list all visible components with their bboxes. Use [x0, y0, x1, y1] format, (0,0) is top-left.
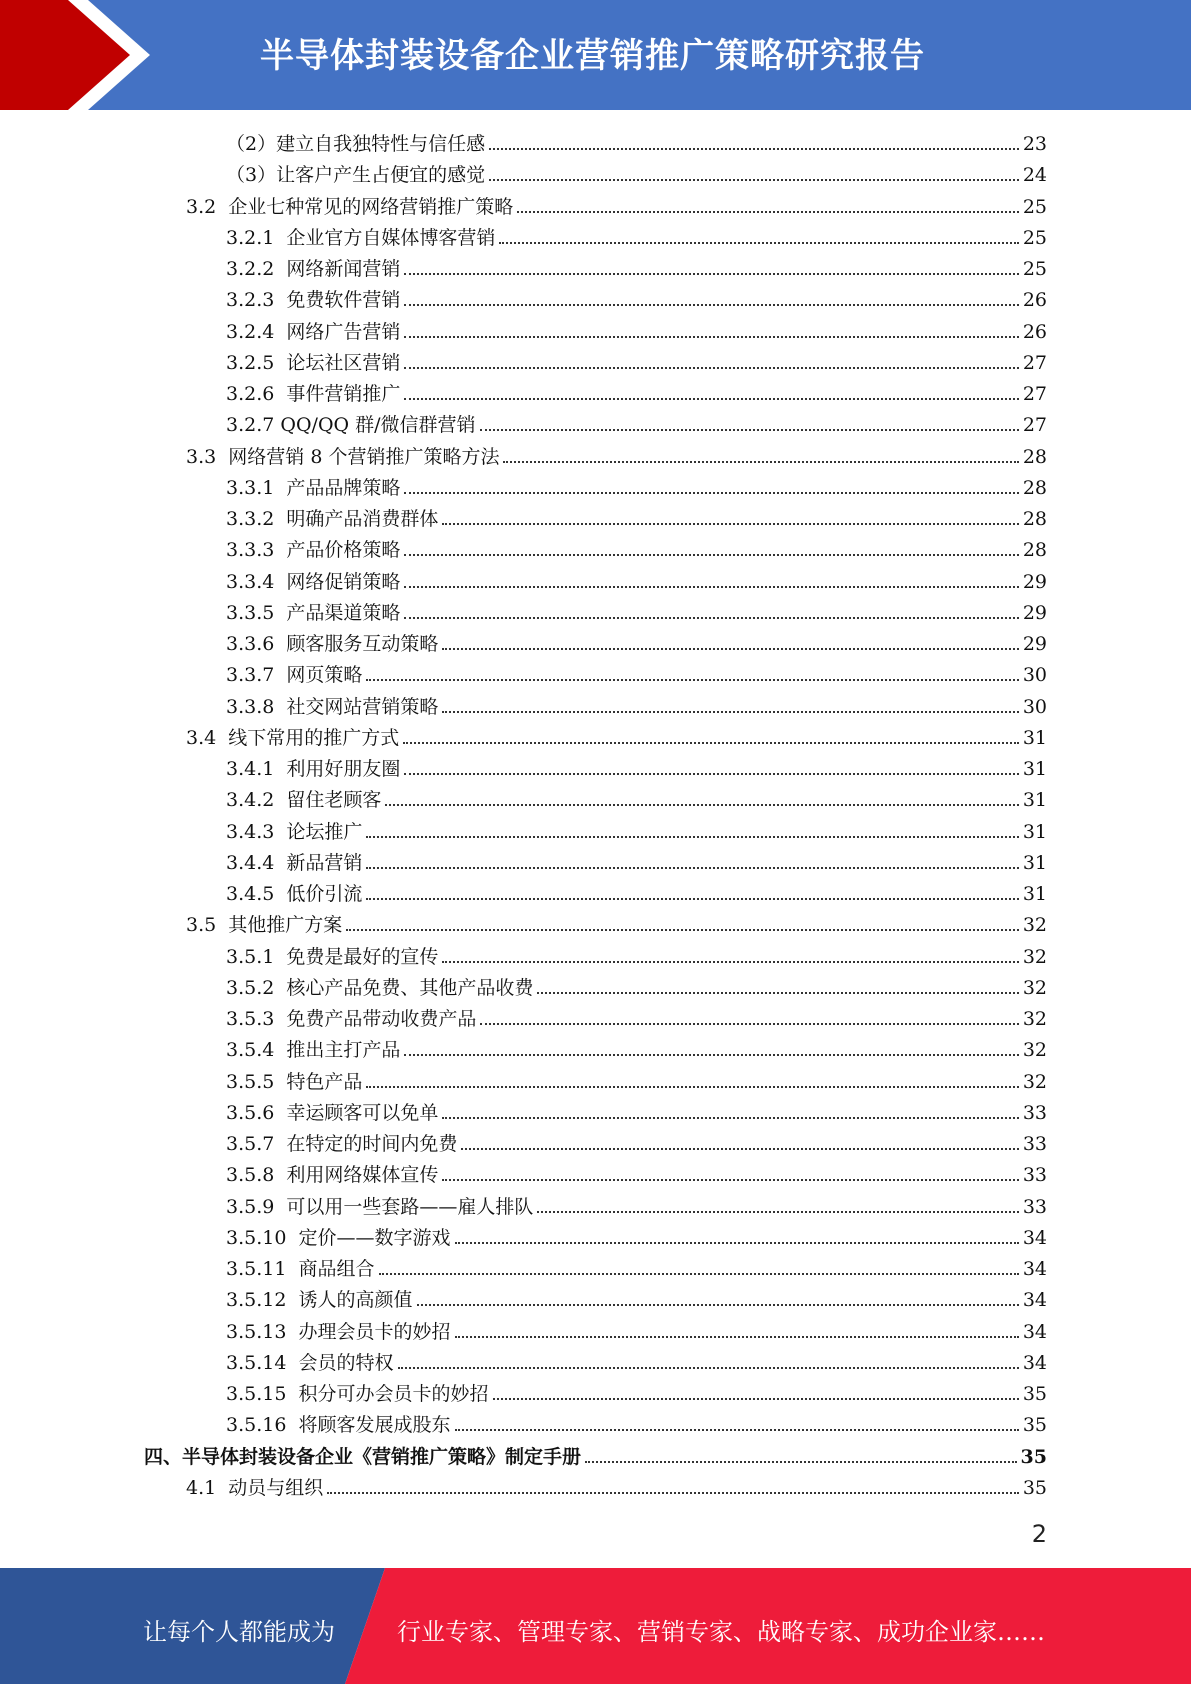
toc-entry-label: 3.4.1 利用好朋友圈	[226, 758, 401, 780]
toc-entry[interactable]	[226, 472, 1047, 500]
page-header	[0, 0, 1191, 110]
toc-entry-label: 3.4.4 新品营销	[226, 851, 363, 874]
toc-entry-label: 3.5.1 免费是最好的宣传	[226, 945, 439, 968]
toc-entry-page: 32	[1022, 976, 1047, 999]
toc-leader-dots	[404, 273, 1018, 275]
toc-entry-page: 31	[1022, 883, 1047, 905]
toc-entry-label: 3.3.4 网络促销策略	[226, 570, 401, 593]
toc-leader-dots	[404, 492, 1018, 494]
toc-entry[interactable]	[226, 222, 1047, 250]
toc-entry[interactable]	[226, 1128, 1047, 1156]
toc-leader-dots	[442, 711, 1018, 713]
toc-entry-page: 25	[1022, 258, 1047, 280]
toc-entry-label: 3.3.2 明确产品消费群体	[226, 508, 439, 530]
toc-entry[interactable]	[226, 1097, 1047, 1125]
page-number: 2	[1031, 1520, 1047, 1548]
toc-entry-page: 32	[1022, 1070, 1047, 1093]
toc-entry-label: 3.3.8 社交网站营销策略	[226, 695, 439, 718]
toc-leader-dots	[366, 898, 1018, 900]
toc-entry[interactable]	[226, 1409, 1047, 1437]
toc-leader-dots	[404, 398, 1018, 400]
toc-entry-label: 3.3.7 网页策略	[226, 664, 363, 687]
toc-entry[interactable]	[226, 816, 1047, 844]
toc-entry[interactable]	[226, 941, 1047, 969]
toc-entry-label: 3.5.11 商品组合	[226, 1258, 375, 1280]
toc-leader-dots	[442, 961, 1018, 963]
toc-entry[interactable]	[226, 534, 1047, 562]
toc-entry[interactable]	[226, 1378, 1047, 1406]
toc-entry-label: （2）建立自我独特性与信任感	[226, 133, 486, 155]
toc-leader-dots	[442, 1117, 1018, 1119]
toc-entry-label: 3.5.4 推出主打产品	[226, 1039, 401, 1062]
toc-entry-page: 30	[1022, 695, 1047, 718]
toc-entry-page: 32	[1022, 1039, 1047, 1062]
toc-entry-page: 34	[1022, 1226, 1047, 1249]
toc-entry[interactable]	[226, 1066, 1047, 1094]
toc-entry-label: 3.4.3 论坛推广	[226, 820, 363, 843]
toc-entry[interactable]	[226, 691, 1047, 719]
toc-entry-page: 31	[1022, 726, 1047, 749]
toc-entry-label: 3.5.7 在特定的时间内免费	[226, 1133, 458, 1155]
toc-entry[interactable]	[226, 253, 1047, 281]
toc-entry[interactable]	[226, 159, 1047, 187]
toc-entry-page: 28	[1022, 445, 1047, 468]
toc-entry[interactable]	[226, 1253, 1047, 1281]
toc-entry[interactable]	[226, 409, 1047, 437]
toc-entry-label: 3.5.14 会员的特权	[226, 1351, 394, 1374]
toc-entry-page: 35	[1022, 1414, 1047, 1437]
toc-entry-label: 3.5.8 利用网络媒体宣传	[226, 1164, 439, 1187]
toc-entry-page: 34	[1022, 1351, 1047, 1374]
toc-entry-label: 3.2 企业七种常见的网络营销推广策略	[186, 195, 514, 218]
toc-leader-dots	[366, 867, 1018, 869]
toc-entry-label: 3.3.3 产品价格策略	[226, 539, 401, 562]
toc-entry-label: 3.5.9 可以用一些套路——雇人排队	[226, 1195, 534, 1218]
toc-entry-page: 25	[1022, 195, 1047, 218]
toc-leader-dots	[489, 148, 1019, 150]
toc-leader-dots	[442, 648, 1018, 650]
toc-entry[interactable]	[226, 378, 1047, 406]
toc-entry[interactable]	[226, 972, 1047, 1000]
toc-entry-page: 26	[1022, 320, 1047, 343]
toc-entry-page: 31	[1022, 851, 1047, 874]
toc-entry-page: 31	[1022, 820, 1047, 843]
toc-entry-page: 28	[1022, 476, 1047, 499]
toc-entry-label: 3.5.16 将顾客发展成股东	[226, 1414, 451, 1437]
toc-leader-dots	[366, 1086, 1018, 1088]
toc-entry[interactable]	[226, 1222, 1047, 1250]
toc-leader-dots	[366, 836, 1018, 838]
toc-leader-dots	[327, 1492, 1019, 1494]
toc-entry[interactable]	[226, 1003, 1047, 1031]
toc-entry-page: 33	[1022, 1133, 1047, 1155]
toc-entry[interactable]	[226, 784, 1047, 812]
toc-entry-page: 29	[1022, 633, 1047, 655]
toc-entry-label: 3.2.5 论坛社区营销	[226, 351, 401, 374]
toc-leader-dots	[480, 1023, 1018, 1025]
toc-leader-dots	[417, 1304, 1019, 1306]
page-footer	[0, 1568, 1191, 1684]
toc-entry-label: 3.5.10 定价——数字游戏	[226, 1226, 451, 1249]
toc-leader-dots	[442, 1179, 1018, 1181]
toc-leader-dots	[404, 586, 1018, 588]
toc-entry-label: 四、半导体封装设备企业《营销推广策略》制定手册	[144, 1445, 582, 1468]
toc-entry-page: 25	[1022, 226, 1047, 249]
toc-entry[interactable]	[226, 659, 1047, 687]
toc-entry-label: （3）让客户产生占便宜的感觉	[226, 164, 486, 187]
toc-leader-dots	[404, 1054, 1018, 1056]
toc-entry[interactable]	[226, 597, 1047, 625]
toc-leader-dots	[346, 929, 1019, 931]
toc-entry[interactable]	[226, 128, 1047, 156]
toc-entry[interactable]	[226, 628, 1047, 656]
toc-entry-page: 29	[1022, 570, 1047, 593]
toc-entry[interactable]	[186, 1472, 1047, 1500]
toc-entry-page: 30	[1022, 664, 1047, 687]
toc-leader-dots	[517, 211, 1019, 213]
toc-leader-dots	[404, 773, 1018, 775]
toc-leader-dots	[480, 429, 1019, 431]
toc-entry-page: 32	[1022, 914, 1047, 937]
toc-leader-dots	[379, 1273, 1019, 1275]
toc-entry[interactable]	[226, 1159, 1047, 1187]
toc-entry[interactable]	[226, 284, 1047, 312]
toc-leader-dots	[385, 804, 1018, 806]
toc-entry[interactable]	[226, 1347, 1047, 1375]
toc-entry-label: 3.2.7 QQ/QQ 群/微信群营销	[226, 414, 476, 437]
toc-leader-dots	[404, 367, 1018, 369]
toc-entry-page: 31	[1022, 789, 1047, 812]
toc-entry-label: 3.4.2 留住老顾客	[226, 789, 382, 812]
toc-entry-label: 3.2.1 企业官方自媒体博客营销	[226, 226, 496, 249]
toc-entry[interactable]	[226, 1284, 1047, 1312]
toc-leader-dots	[537, 1211, 1018, 1213]
toc-entry-label: 3.3 网络营销 8 个营销推广策略方法	[186, 445, 500, 468]
toc-entry-page: 32	[1022, 1008, 1047, 1030]
toc-leader-dots	[455, 1429, 1019, 1431]
toc-entry-page: 27	[1022, 351, 1047, 374]
toc-entry-label: 3.3.5 产品渠道策略	[226, 601, 401, 624]
toc-entry[interactable]	[226, 1034, 1047, 1062]
toc-entry-label: 3.2.4 网络广告营销	[226, 320, 401, 343]
toc-leader-dots	[398, 1367, 1019, 1369]
toc-leader-dots	[404, 554, 1018, 556]
toc-entry-page: 28	[1022, 539, 1047, 562]
toc-entry-page: 34	[1022, 1258, 1047, 1280]
toc-entry[interactable]	[186, 909, 1047, 937]
toc-leader-dots	[493, 1398, 1019, 1400]
toc-entry[interactable]	[144, 1441, 1047, 1469]
toc-entry-page: 29	[1022, 601, 1047, 624]
toc-entry-page: 24	[1022, 164, 1047, 187]
toc-leader-dots	[404, 617, 1018, 619]
toc-leader-dots	[442, 523, 1018, 525]
toc-entry-page: 23	[1022, 133, 1047, 155]
toc-leader-dots	[503, 461, 1018, 463]
toc-entry[interactable]	[226, 753, 1047, 781]
toc-entry-label: 3.5.6 幸运顾客可以免单	[226, 1101, 439, 1124]
toc-leader-dots	[537, 992, 1018, 994]
toc-entry[interactable]	[226, 347, 1047, 375]
footer-slogan-left: 让每个人都能成为	[143, 1618, 335, 1646]
toc-entry[interactable]	[226, 566, 1047, 594]
toc-entry[interactable]	[186, 191, 1047, 219]
toc-entry-label: 3.5.13 办理会员卡的妙招	[226, 1320, 451, 1343]
toc-leader-dots	[585, 1461, 1017, 1463]
toc-entry[interactable]	[186, 722, 1047, 750]
toc-entry-label: 3.4 线下常用的推广方式	[186, 726, 400, 749]
toc-entry-label: 3.2.2 网络新闻营销	[226, 258, 401, 280]
toc-entry-page: 32	[1022, 945, 1047, 968]
toc-entry-page: 27	[1022, 414, 1047, 437]
toc-entry-page: 34	[1022, 1320, 1047, 1343]
toc-entry-page: 28	[1022, 508, 1047, 530]
toc-entry-page: 26	[1022, 289, 1047, 312]
toc-entry-page: 35	[1022, 1476, 1047, 1499]
toc-leader-dots	[499, 242, 1018, 244]
toc-entry[interactable]	[226, 878, 1047, 906]
toc-entry-page: 35	[1020, 1445, 1047, 1468]
toc-entry[interactable]	[226, 1191, 1047, 1219]
toc-entry[interactable]	[226, 503, 1047, 531]
toc-entry[interactable]	[226, 316, 1047, 344]
toc-entry-page: 33	[1022, 1164, 1047, 1187]
toc-leader-dots	[366, 679, 1018, 681]
toc-entry-label: 3.3.1 产品品牌策略	[226, 476, 401, 499]
toc-entry-label: 4.1 动员与组织	[186, 1476, 324, 1499]
toc-entry-label: 3.2.6 事件营销推广	[226, 383, 401, 405]
toc-entry-label: 3.5.12 诱人的高颜值	[226, 1289, 413, 1312]
toc-entry-page: 33	[1022, 1195, 1047, 1218]
toc-entry[interactable]	[226, 847, 1047, 875]
footer-slogan-right: 行业专家、管理专家、营销专家、战略专家、成功企业家……	[397, 1618, 1045, 1646]
toc-entry-page: 27	[1022, 383, 1047, 405]
toc-entry-label: 3.5.15 积分可办会员卡的妙招	[226, 1383, 489, 1405]
toc-leader-dots	[404, 304, 1018, 306]
toc-entry-page: 34	[1022, 1289, 1047, 1312]
toc-entry-label: 3.5.2 核心产品免费、其他产品收费	[226, 976, 534, 999]
toc-leader-dots	[489, 179, 1019, 181]
toc-leader-dots	[455, 1336, 1019, 1338]
toc-leader-dots	[455, 1242, 1019, 1244]
toc-entry[interactable]	[226, 1316, 1047, 1344]
toc-entry-page: 31	[1022, 758, 1047, 780]
toc-entry-label: 3.2.3 免费软件营销	[226, 289, 401, 312]
toc-entry-page: 33	[1022, 1101, 1047, 1124]
toc-entry-label: 3.4.5 低价引流	[226, 883, 363, 905]
toc-entry-label: 3.5.3 免费产品带动收费产品	[226, 1008, 477, 1030]
toc-leader-dots	[461, 1148, 1018, 1150]
toc-leader-dots	[403, 742, 1019, 744]
toc-entry-label: 3.5.5 特色产品	[226, 1070, 363, 1093]
toc-entry-page: 35	[1022, 1383, 1047, 1405]
header-title: 半导体封装设备企业营销推广策略研究报告	[260, 36, 925, 76]
toc-leader-dots	[404, 336, 1018, 338]
header-arrow-icon	[0, 0, 160, 110]
toc-entry-label: 3.5 其他推广方案	[186, 914, 343, 937]
toc-entry[interactable]	[186, 441, 1047, 469]
toc-entry-label: 3.3.6 顾客服务互动策略	[226, 633, 439, 655]
